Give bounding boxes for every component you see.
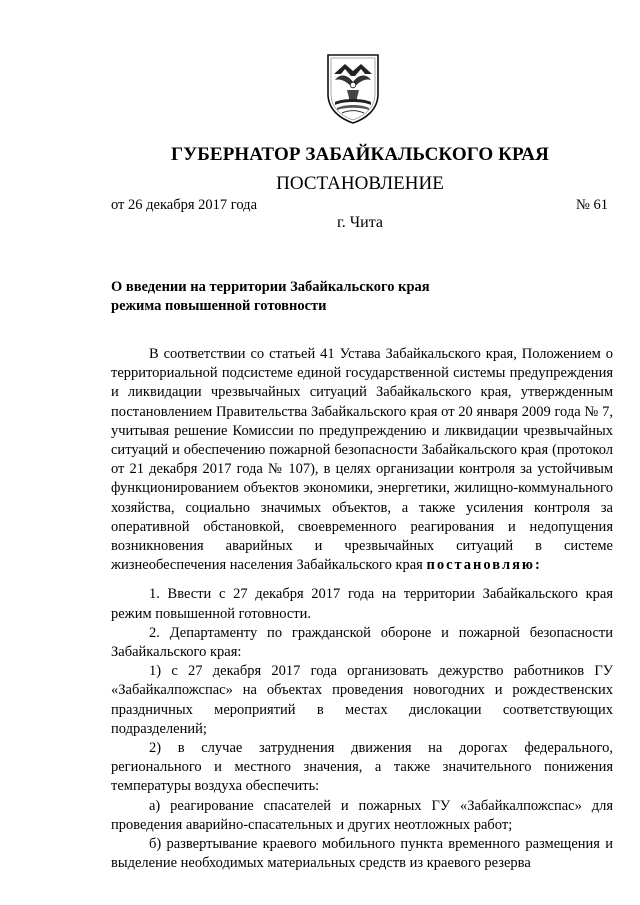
item-2-2-a: а) реагирование спасателей и пожарных ГУ «Забайкалпожспас» для проведения аварийно-спасательных и других неотложных работ;: [111, 797, 613, 833]
issuer-title: ГУБЕРНАТОР ЗАБАЙКАЛЬСКОГО КРАЯ: [171, 144, 549, 165]
zabaykalsky-coat-of-arms-icon: [325, 52, 381, 126]
document-date: от 26 декабря 2017 года: [111, 197, 257, 213]
decree-word: постановляю:: [426, 557, 542, 574]
subject-line-1: О введении на территории Забайкальского края: [111, 279, 430, 295]
item-2-1: 1) с 27 декабря 2017 года организовать дежурство работников ГУ «Забайкалпожспас» на объектах проведения новогодних и рождественских праздничных мероприятий в местах дислокации соответствующих подразделений;: [111, 663, 613, 737]
preamble-text: В соответствии со статьей 41 Устава Забайкальского края, Положением о территориальной подсистеме единой государственной системы предупреждения и ликвидации чрезвычайных ситуаций Забайкальского края, утвержденным постановлением Правительства Забайкальского края от 20 января 2009 года № 7, учитывая решение Комиссии по предупреждению и ликвидации чрезвычайных ситуаций и обеспечению пожарной безопасности Забайкальского края (протокол от 21 декабря 2017 года № 107), в целях организации контроля за устойчивым функционированием объектов экономики, энергетики, жилищно-коммунального хозяйства, социально значимых объектов, а также усиления контроля за оперативной обстановкой, своевременного реагирования и недопущения возникновения аварийных и чрезвычайных ситуаций в системе жизнеобеспечения населения Забайкальского края: [111, 346, 613, 574]
document-subject: [111, 278, 491, 316]
preamble-paragraph: [111, 345, 613, 575]
item-2-2: 2) в случае затруднения движения на дорогах федерального, регионального и местного значения, а также значительного понижения температуры воздуха обеспечить:: [111, 740, 613, 795]
subject-line-2: режима повышенной готовности: [111, 298, 327, 314]
document-body: [111, 345, 613, 873]
document-type: ПОСТАНОВЛЕНИЕ: [276, 173, 444, 194]
item-1: 1. Ввести с 27 декабря 2017 года на территории Забайкальского края режим повышенной готовности.: [111, 586, 613, 622]
document-city: г. Чита: [336, 214, 383, 231]
document-number: № 61: [576, 197, 608, 213]
item-2-2-b: б) развертывание краевого мобильного пункта временного размещения и выделение необходимых материальных средств из краевого резерва: [111, 836, 613, 872]
item-2: 2. Департаменту по гражданской обороне и пожарной безопасности Забайкальского края:: [111, 624, 613, 661]
